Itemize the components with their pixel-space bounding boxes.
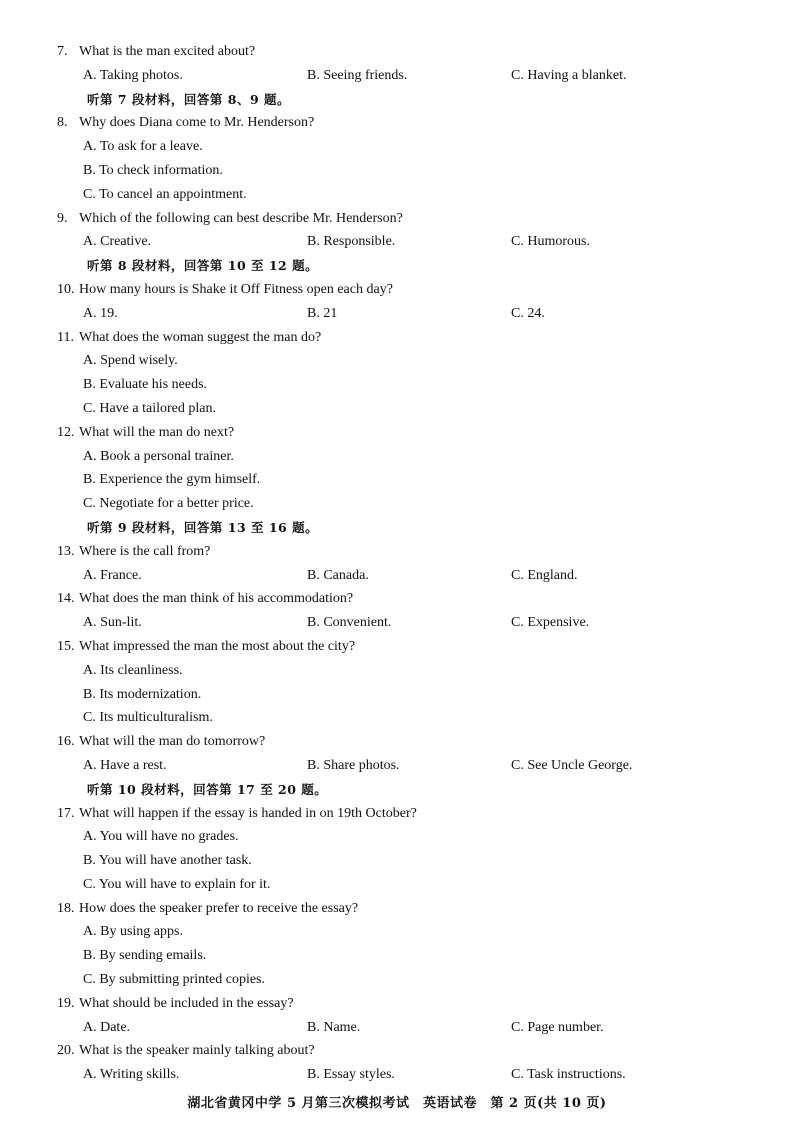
option-a: A. To ask for a leave. (83, 139, 203, 155)
section-instruction: 听第 10 段材料，回答第 17 至 20 题。 (87, 781, 328, 797)
question-stem (57, 278, 757, 302)
question-number: 14. (57, 591, 75, 607)
option-a: A. Book a personal trainer. (83, 448, 234, 464)
option-c: C. Humorous. (511, 234, 590, 250)
question-number: 9. (57, 210, 68, 226)
option-b: B. 21 (307, 305, 338, 321)
question-stem (57, 897, 757, 921)
question-number: 10. (57, 281, 75, 297)
question-text: What does the woman suggest the man do? (79, 329, 322, 345)
option-c: C. Task instructions. (511, 1067, 626, 1083)
question-number: 20. (57, 1043, 75, 1059)
options-row (57, 1063, 757, 1087)
question-stem (57, 635, 757, 659)
option-c: C. Expensive. (511, 615, 590, 631)
section-instruction: 听第 7 段材料，回答第 8、9 题。 (87, 91, 291, 107)
options-row (57, 230, 757, 254)
question-number: 7. (57, 44, 68, 59)
option-c: C. Page number. (511, 1019, 604, 1035)
options-row (57, 1016, 757, 1040)
question-list (57, 40, 757, 1087)
option-a: A. Its cleanliness. (83, 662, 183, 678)
option-c: C. To cancel an appointment. (83, 186, 247, 202)
question-number: 13. (57, 543, 75, 559)
question-stem (57, 326, 757, 350)
option-c: C. Having a blanket. (511, 67, 627, 83)
question-stem (57, 40, 757, 64)
option-a: A. Sun-lit. (83, 615, 142, 631)
section-instruction: 听第 9 段材料，回答第 13 至 16 题。 (87, 519, 319, 535)
option-a: A. 19. (83, 305, 118, 321)
question-stem (57, 992, 757, 1016)
option-b: B. Evaluate his needs. (83, 377, 208, 393)
question-text: What impressed the man the most about the city? (79, 638, 356, 654)
question-number: 19. (57, 995, 75, 1011)
option-b: B. Convenient. (307, 615, 392, 631)
question-text: Where is the call from? (79, 543, 211, 559)
option-b: B. Canada. (307, 567, 369, 583)
question-number: 8. (57, 115, 68, 131)
option-b: B. Experience the gym himself. (83, 472, 261, 488)
page-footer: 湖北省黄冈中学 5 月第三次模拟考试 英语试卷 第 2 页(共 10 页) (187, 1096, 607, 1111)
question-text: What will happen if the essay is handed in on 19th October? (79, 805, 417, 821)
option-b: B. Responsible. (307, 234, 396, 250)
question-text: Which of the following can best describe Mr. Henderson? (79, 210, 403, 226)
question-stem (57, 421, 757, 445)
option-b: B. You will have another task. (83, 853, 252, 869)
option-a: A. Spend wisely. (83, 353, 178, 369)
question-stem (57, 1039, 757, 1063)
option-c: C. Its multiculturalism. (83, 710, 213, 726)
options-row (57, 64, 757, 88)
option-b: B. Name. (307, 1019, 361, 1035)
question-number: 18. (57, 900, 75, 916)
option-a: A. Taking photos. (83, 67, 183, 83)
option-a: A. Date. (83, 1019, 131, 1035)
question-number: 15. (57, 638, 75, 654)
option-c: C. 24. (511, 305, 545, 321)
option-b: B. To check information. (83, 162, 223, 178)
option-c: C. Negotiate for a better price. (83, 496, 254, 512)
option-c: C. You will have to explain for it. (83, 876, 271, 892)
question-text: What should be included in the essay? (79, 995, 294, 1011)
option-c: C. By submitting printed copies. (83, 972, 265, 988)
question-text: How many hours is Shake it Off Fitness open each day? (79, 281, 393, 297)
option-b: B. Essay styles. (307, 1067, 395, 1083)
question-stem (57, 587, 757, 611)
question-text: What is the man excited about? (79, 44, 256, 59)
question-text: What is the speaker mainly talking about? (79, 1043, 315, 1059)
question-number: 17. (57, 805, 75, 821)
section-instruction: 听第 8 段材料，回答第 10 至 12 题。 (87, 258, 319, 274)
question-stem (57, 111, 757, 135)
question-number: 11. (57, 329, 74, 345)
question-stem (57, 540, 757, 564)
option-a: A. France. (83, 567, 142, 583)
option-a: A. Have a rest. (83, 757, 167, 773)
question-stem (57, 730, 757, 754)
question-text: What will the man do next? (79, 424, 235, 440)
option-b: B. Seeing friends. (307, 67, 408, 83)
option-a: A. Creative. (83, 234, 152, 250)
option-c: C. See Uncle George. (511, 757, 633, 773)
option-a: A. You will have no grades. (83, 829, 239, 845)
option-c: C. Have a tailored plan. (83, 400, 216, 416)
option-a: A. By using apps. (83, 924, 183, 940)
options-row (57, 302, 757, 326)
options-row (57, 611, 757, 635)
question-text: What does the man think of his accommodation? (79, 591, 354, 607)
option-b: B. By sending emails. (83, 948, 207, 964)
option-c: C. England. (511, 567, 578, 583)
option-b: B. Its modernization. (83, 686, 202, 702)
question-stem (57, 207, 757, 231)
question-number: 16. (57, 734, 75, 750)
question-text: How does the speaker prefer to receive the essay? (79, 900, 359, 916)
option-b: B. Share photos. (307, 757, 400, 773)
options-row (57, 564, 757, 588)
question-text: Why does Diana come to Mr. Henderson? (79, 115, 315, 131)
options-row (57, 754, 757, 778)
option-a: A. Writing skills. (83, 1067, 180, 1083)
question-number: 12. (57, 424, 75, 440)
question-stem (57, 802, 757, 826)
question-text: What will the man do tomorrow? (79, 734, 266, 750)
